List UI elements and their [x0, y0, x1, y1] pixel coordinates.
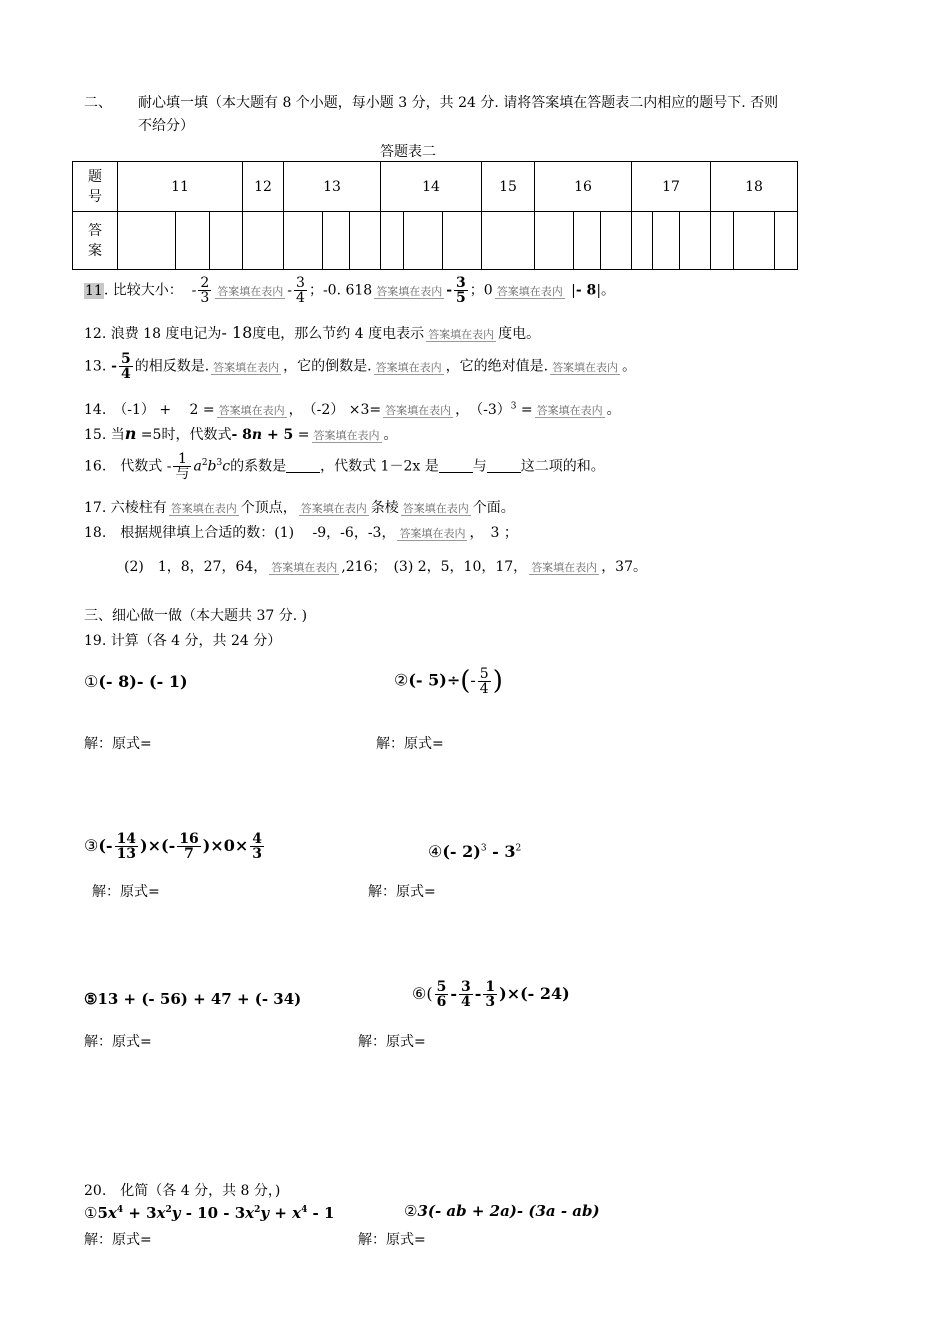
solution-label: 解：原式= [368, 884, 436, 900]
calc-1: ①(- 8)- (- 1) [84, 672, 188, 691]
fraction: $\frac{1}{3}$ [485, 979, 496, 1010]
solution-label: 解：原式= [358, 1034, 426, 1050]
answer-cell[interactable] [775, 212, 798, 270]
solution-label: 解：原式= [84, 736, 152, 752]
calc-6: ⑥( $\frac{5}{6}$ - $\frac{3}{4}$ - $\frac{1}{3}$ )×(- 24) [412, 979, 570, 1010]
question-number-cell: 13 [284, 162, 381, 212]
question-number: 11 [85, 282, 103, 299]
answer-placeholder: 答案填在表内 [428, 328, 495, 341]
answer-cell[interactable] [443, 212, 482, 270]
section-instructions: 耐心填一填（本大题有 8 个小题，每小题 3 分，共 24 分. 请将答案填在答题表二内相应的题号下. 否则 [138, 95, 779, 111]
question-text: ；-0. 618 [308, 282, 373, 299]
solution-label: 解：原式= [84, 1232, 152, 1248]
section-number: 二、 [84, 95, 112, 111]
fraction: $\frac{14}{13}$ [116, 831, 137, 862]
question-number-cell: 11 [118, 162, 243, 212]
simplify-2: ②3(- ab + 2a)- (3a - ab) [404, 1202, 600, 1220]
answer-cell[interactable] [381, 212, 404, 270]
answer-placeholder: 答案填在表内 [385, 404, 452, 417]
question-11: 11. 比较大小： - $\frac{2}{3}$ 答案填在表内 - $\frac{3}{4}$ ；-0. 618 答案填在表内 - $\frac{3}{5}$ ；0 答案填在表内 |- 8|。 [85, 275, 616, 306]
fill-blank[interactable] [286, 458, 320, 473]
absolute-value: - 8 [575, 282, 597, 299]
calc-2: ②(- 5)÷(- $\frac{5}{4}$ ) [394, 665, 503, 697]
solution-label: 解：原式= [92, 884, 160, 900]
question-16: 16. 代数式 - $\frac{1}{\text{与}}$ $a^2b^3c$的系数是 ，代数式 1－2x 是 与 这二项的和。 [84, 451, 605, 482]
answer-cell[interactable] [711, 212, 734, 270]
question-18: 18. 根据规律填上合适的数：(1) -9，-6，-3， 答案填在表内 ， 3 ； [84, 525, 518, 541]
answer-placeholder: 答案填在表内 [213, 360, 280, 374]
fraction: $\frac{3}{5}$ [456, 275, 466, 306]
question-15: 15. 当n =5时，代数式- 8n + 5 = 答案填在表内 。 [84, 424, 398, 443]
simplify-1: $①5x^4 + 3x^2y - 10 - 3x^2y + x^4 - 1$ [84, 1204, 335, 1222]
question-19-title: 19. 计算（各 4 分，共 24 分） [84, 633, 282, 649]
fraction: $\frac{2}{3}$ [200, 275, 210, 306]
answer-cell[interactable] [482, 212, 535, 270]
question-text: ；0 [469, 282, 493, 299]
fraction: $\frac{1}{\text{与}}$ [175, 451, 190, 482]
question-number-cell: 15 [482, 162, 535, 212]
answer-cell[interactable] [574, 212, 601, 270]
question-number-cell: 17 [632, 162, 711, 212]
question-18-cont: (2) 1，8，27，64， 答案填在表内 ,216； (3) 2，5，10，17， 答案填在表内 ，37。 [124, 559, 648, 575]
fraction: $\frac{3}{4}$ [296, 275, 305, 306]
answer-placeholder: 答案填在表内 [531, 561, 598, 574]
question-number-cell: 18 [711, 162, 798, 212]
question-14: 14. （-1） + 2 = 答案填在表内 ， （-2） ×3= 答案填在表内 ， $(-3)^3$ = 答案填在表内 。 [84, 401, 621, 418]
answer-cell[interactable] [118, 212, 176, 270]
section-3-title: 三、细心做一做（本大题共 37 分. ) [84, 608, 308, 624]
question-lead: . 比较大小： [103, 282, 183, 299]
question-20-title: 20. 化简（各 4 分，共 8 分，) [84, 1183, 281, 1199]
answer-cell[interactable] [243, 212, 284, 270]
fraction: $\frac{5}{4}$ [479, 665, 489, 697]
fraction: $\frac{4}{3}$ [252, 831, 262, 862]
answer-cell[interactable] [323, 212, 350, 270]
answer-placeholder: 答案填在表内 [271, 561, 338, 574]
calc-3: ③(- $\frac{14}{13}$ )×(- $\frac{16}{7}$ )×0× $\frac{4}{3}$ [84, 831, 262, 862]
answer-cell[interactable] [653, 212, 680, 270]
answer-placeholder: 答案填在表内 [313, 429, 380, 442]
question-number-cell: 12 [243, 162, 284, 212]
answer-cell[interactable] [404, 212, 443, 270]
answer-placeholder: 答案填在表内 [399, 527, 466, 540]
answer-cell[interactable] [284, 212, 323, 270]
fraction: $\frac{5}{4}$ [120, 351, 131, 382]
section-instructions-cont: 不给分） [138, 118, 194, 134]
answer-placeholder: 答案填在表内 [170, 502, 237, 515]
row-label-question-number: 题 号 [73, 162, 118, 212]
question-12: 12. 浪费 18 度电记为- 18度电，那么节约 4 度电表示 答案填在表内 度电。 [84, 323, 541, 342]
question-17: 17. 六棱柱有 答案填在表内 个顶点， 答案填在表内 条棱 答案填在表内 个面。 [84, 500, 515, 516]
fraction: $\frac{16}{7}$ [179, 831, 199, 862]
fill-blank[interactable] [487, 458, 521, 473]
calc-4: ④(- $2)^3 - 3^2$ [428, 842, 522, 861]
solution-label: 解：原式= [358, 1232, 426, 1248]
answer-cell[interactable] [632, 212, 653, 270]
answer-placeholder: 答案填在表内 [376, 284, 443, 298]
question-number-cell: 16 [535, 162, 632, 212]
answer-cell[interactable] [601, 212, 632, 270]
solution-label: 解：原式= [376, 736, 444, 752]
answer-placeholder: 答案填在表内 [536, 404, 603, 417]
answer-placeholder: 答案填在表内 [300, 502, 367, 515]
table-title: 答题表二 [380, 144, 436, 160]
answer-cell[interactable] [734, 212, 775, 270]
answer-cell[interactable] [535, 212, 574, 270]
answer-placeholder: 答案填在表内 [375, 360, 442, 374]
answer-placeholder: 答案填在表内 [552, 360, 619, 374]
answer-cell[interactable] [350, 212, 381, 270]
row-label-answer: 答 案 [73, 212, 118, 270]
answer-cell[interactable] [680, 212, 711, 270]
answer-placeholder: 答案填在表内 [402, 502, 469, 515]
answer-placeholder: 答案填在表内 [218, 404, 285, 417]
answer-table [72, 161, 798, 270]
fill-blank[interactable] [439, 458, 473, 473]
answer-placeholder: 答案填在表内 [496, 284, 563, 298]
calc-5: ⑤13 + (- 56) + 47 + (- 34) [84, 990, 302, 1008]
solution-label: 解：原式= [84, 1034, 152, 1050]
question-number-cell: 14 [381, 162, 482, 212]
fraction: $\frac{3}{4}$ [460, 979, 471, 1010]
answer-cell[interactable] [209, 212, 242, 270]
answer-cell[interactable] [176, 212, 209, 270]
fraction: $\frac{5}{6}$ [436, 979, 447, 1010]
answer-placeholder: 答案填在表内 [217, 284, 284, 298]
question-13: 13. - $\frac{5}{4}$ 的相反数是. 答案填在表内 ，它的倒数是. 答案填在表内 ，它的绝对值是. 答案填在表内 。 [84, 351, 637, 382]
